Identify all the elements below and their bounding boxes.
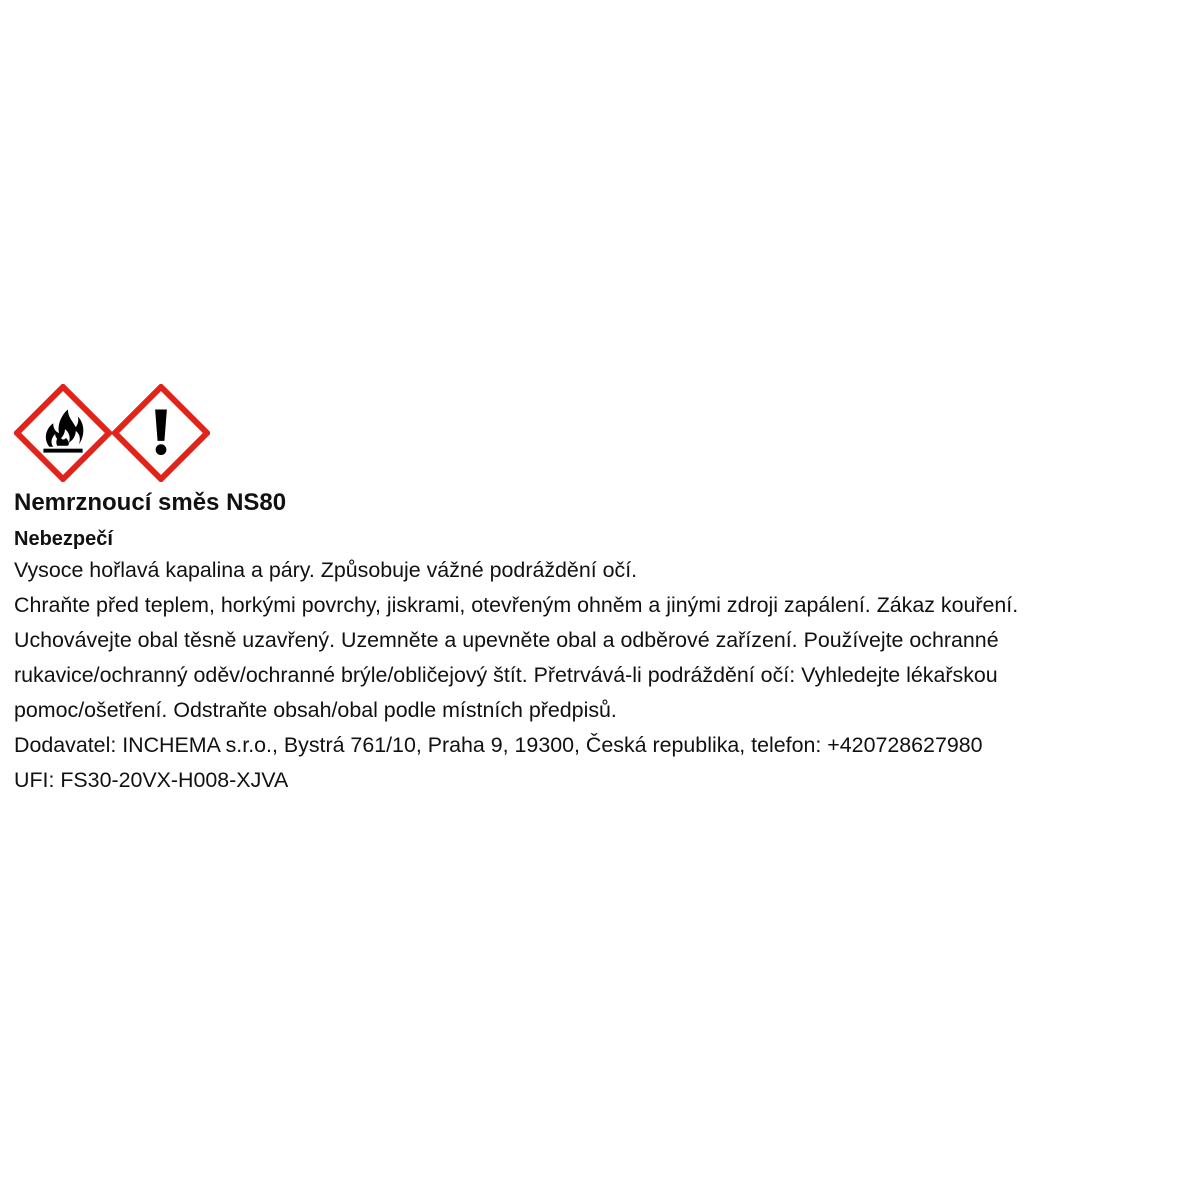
precautionary-line: Chraňte před teplem, horkými povrchy, jiskrami, otevřeným ohněm a jinými zdroji zapálení. Zákaz kouření. (14, 593, 1019, 617)
precautionary-line: Uchovávejte obal těsně uzavřený. Uzemněte a upevněte obal a odběrové zařízení. Používejte ochranné (14, 628, 999, 652)
label-text (14, 553, 1186, 798)
precautionary-line: rukavice/ochranný oděv/ochranné brýle/obličejový štít. Přetrvává-li podráždění očí: Vyhledejte lékařskou (14, 663, 998, 687)
ufi-code: UFI: FS30-20VX-H008-XJVA (14, 768, 289, 792)
ghs-pictograms (14, 383, 1186, 483)
hazard-statements: Vysoce hořlavá kapalina a páry. Způsobuje vážné podráždění očí. (14, 558, 638, 582)
signal-word: Nebezpečí (14, 528, 113, 550)
precautionary-line: pomoc/ošetření. Odstraňte obsah/obal podle místních předpisů. (14, 698, 617, 722)
flame-icon (14, 384, 112, 482)
supplier-info: Dodavatel: INCHEMA s.r.o., Bystrá 761/10, Praha 9, 19300, Česká republika, telefon: +420728627980 (14, 733, 983, 757)
product-name: Nemrznoucí směs NS80 (14, 489, 287, 516)
exclamation-mark-icon (112, 384, 210, 482)
hazard-label (14, 383, 1186, 798)
